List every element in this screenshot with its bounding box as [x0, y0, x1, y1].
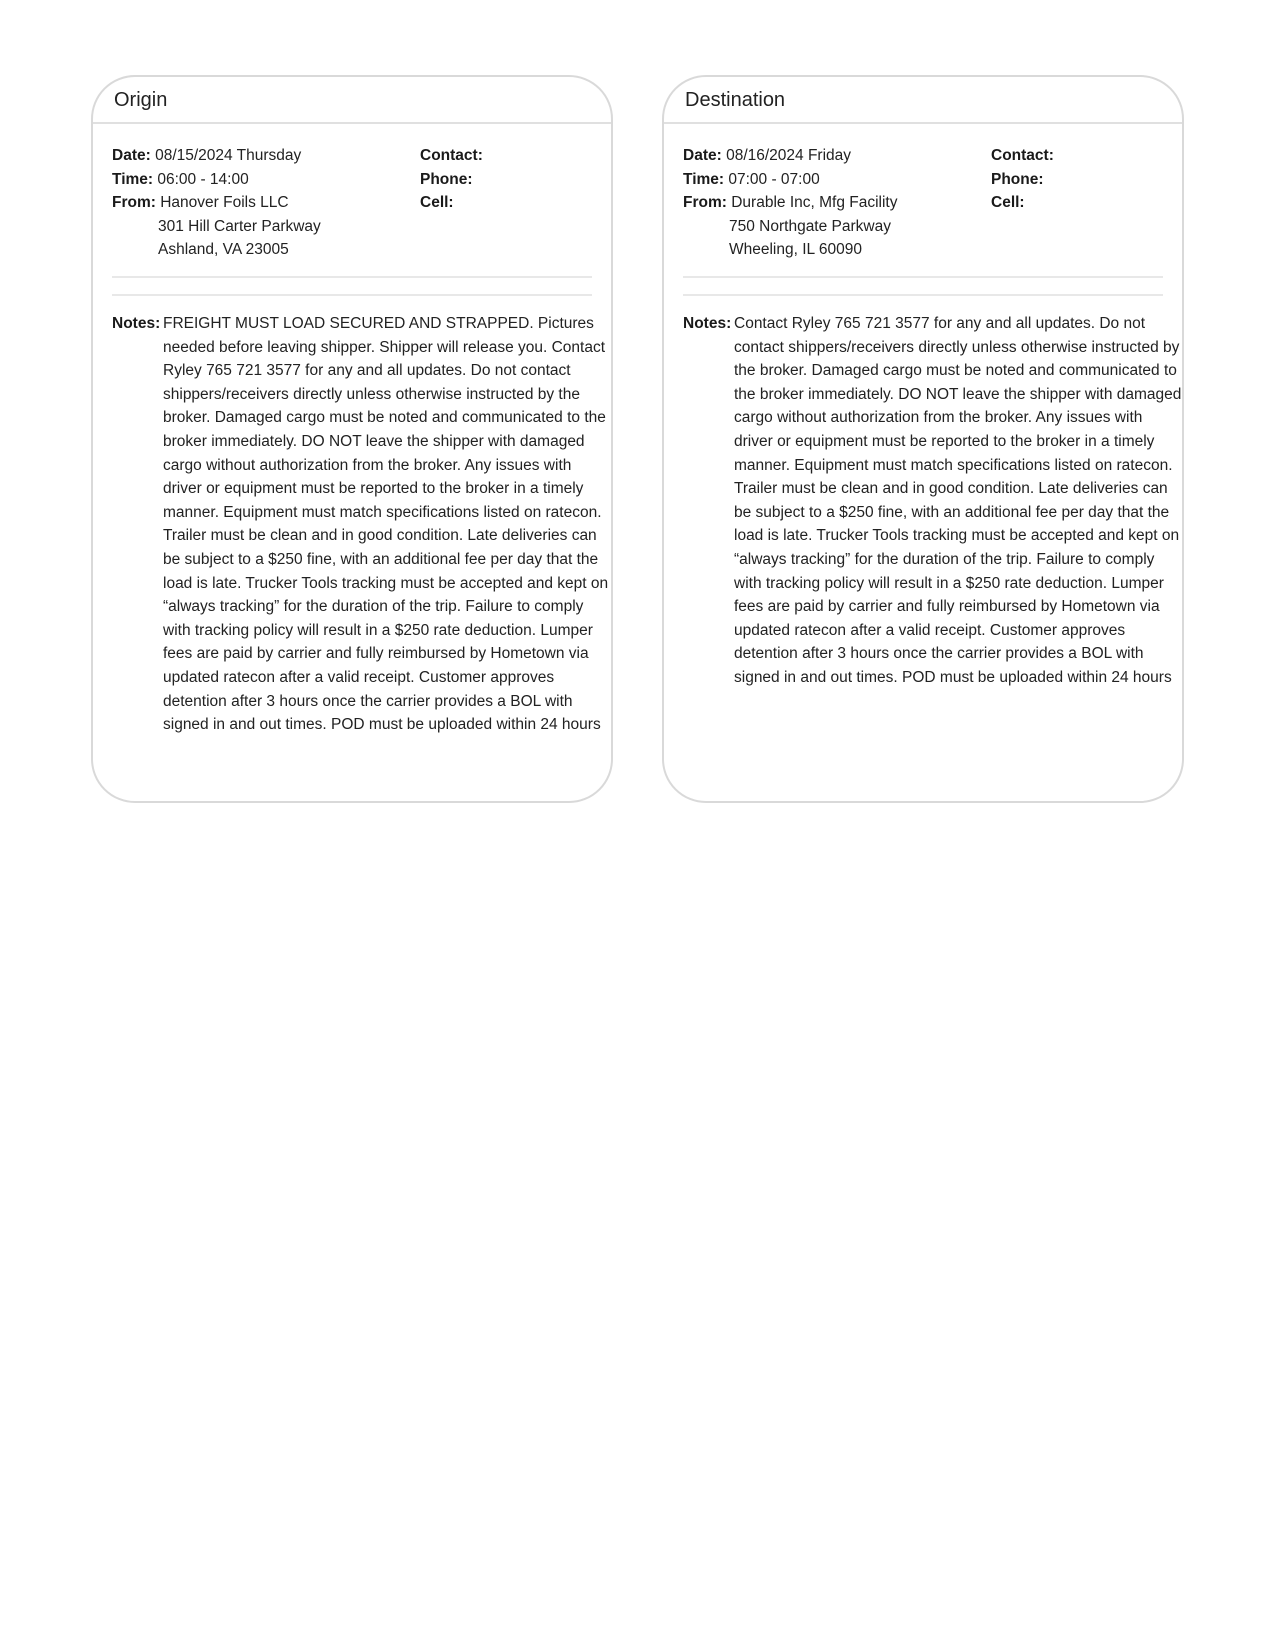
origin-card [91, 75, 613, 803]
origin-address-line2: Ashland, VA 23005 [158, 241, 289, 258]
origin-date-row [112, 144, 321, 168]
origin-title: Origin [93, 77, 611, 124]
origin-notes [112, 312, 609, 737]
destination-contact-label: Contact: [991, 147, 1054, 164]
origin-notes-text: FREIGHT MUST LOAD SECURED AND STRAPPED. Pictures needed before leaving shipper. Shipper will release you. Contact Ryley 765 721 3577 for any and all updates. Do not contact shippers/receivers directly unless otherwise instructed by the broker. Damaged cargo must be noted and communicated to the broker immediately. DO NOT leave the shipper with damaged cargo without authorization from the broker. Any issues with driver or equipment must be reported to the broker in a timely manner. Equipment must match specifications listed on ratecon. Trailer must be clean and in good condition. Late deliveries can be subject to a $250 fine, with an additional fee per day that the load is late. Trucker Tools tracking must be accepted and kept on “always tracking” for the duration of the trip. Failure to comply with tracking policy will result in a $250 rate deduction. Lumper fees are paid by carrier and fully reimbursed by Hometown via updated ratecon after a valid receipt. Customer approves detention after 3 hours once the carrier provides a BOL with signed in and out times. POD must be uploaded within 24 hours [163, 315, 609, 734]
destination-address-line1: 750 Northgate Parkway [729, 217, 891, 235]
destination-schedule [683, 144, 897, 262]
destination-date-label: Date: [683, 147, 722, 164]
destination-from-name: Durable Inc, Mfg Facility [731, 194, 898, 211]
origin-from-row [112, 191, 321, 215]
origin-time-value: 06:00 - 14:00 [157, 170, 249, 188]
origin-from-name: Hanover Foils LLC [160, 194, 289, 211]
origin-phone-label: Phone: [420, 170, 473, 188]
origin-time-row [112, 168, 321, 192]
origin-from-label: From: [112, 194, 156, 211]
origin-notes-label: Notes: [112, 315, 161, 332]
destination-cell-label: Cell: [991, 194, 1025, 211]
destination-title: Destination [664, 77, 1182, 124]
destination-from-label: From: [683, 194, 727, 211]
origin-date-value: 08/15/2024 Thursday [155, 147, 302, 164]
destination-details [683, 124, 1163, 278]
origin-details [112, 124, 592, 278]
origin-address-line1: 301 Hill Carter Parkway [158, 217, 321, 235]
destination-date-row [683, 144, 897, 168]
origin-contact-info [420, 144, 483, 215]
origin-date-label: Date: [112, 147, 151, 164]
destination-time-label: Time: [683, 170, 725, 188]
destination-contact-info [991, 144, 1054, 215]
origin-time-label: Time: [112, 170, 154, 188]
destination-date-value: 08/16/2024 Friday [726, 147, 852, 164]
destination-notes-text: Contact Ryley 765 721 3577 for any and all updates. Do not contact shippers/receivers directly unless otherwise instructed by the broker. Damaged cargo must be noted and communicated to the broker immediately. DO NOT leave the shipper with damaged cargo without authorization from the broker. Any issues with driver or equipment must be reported to the broker in a timely manner. Equipment must match specifications listed on ratecon. Trailer must be clean and in good condition. Late deliveries can be subject to a $250 fine, with an additional fee per day that the load is late. Trucker Tools tracking must be accepted and kept on “always tracking” for the duration of the trip. Failure to comply with tracking policy will result in a $250 rate deduction. Lumper fees are paid by carrier and fully reimbursed by Hometown via updated ratecon after a valid receipt. Customer approves detention after 3 hours once the carrier provides a BOL with signed in and out times. POD must be uploaded within 24 hours [734, 315, 1182, 686]
destination-address-line2: Wheeling, IL 60090 [729, 241, 862, 258]
destination-notes-label: Notes: [683, 315, 732, 332]
destination-notes [683, 312, 1182, 690]
destination-time-row [683, 168, 897, 192]
origin-divider [112, 294, 592, 296]
origin-cell-label: Cell: [420, 194, 454, 211]
destination-phone-label: Phone: [991, 170, 1044, 188]
destination-from-row [683, 191, 897, 215]
destination-card [662, 75, 1184, 803]
origin-schedule [112, 144, 321, 262]
origin-contact-label: Contact: [420, 147, 483, 164]
destination-divider [683, 294, 1163, 296]
destination-time-value: 07:00 - 07:00 [728, 170, 820, 188]
